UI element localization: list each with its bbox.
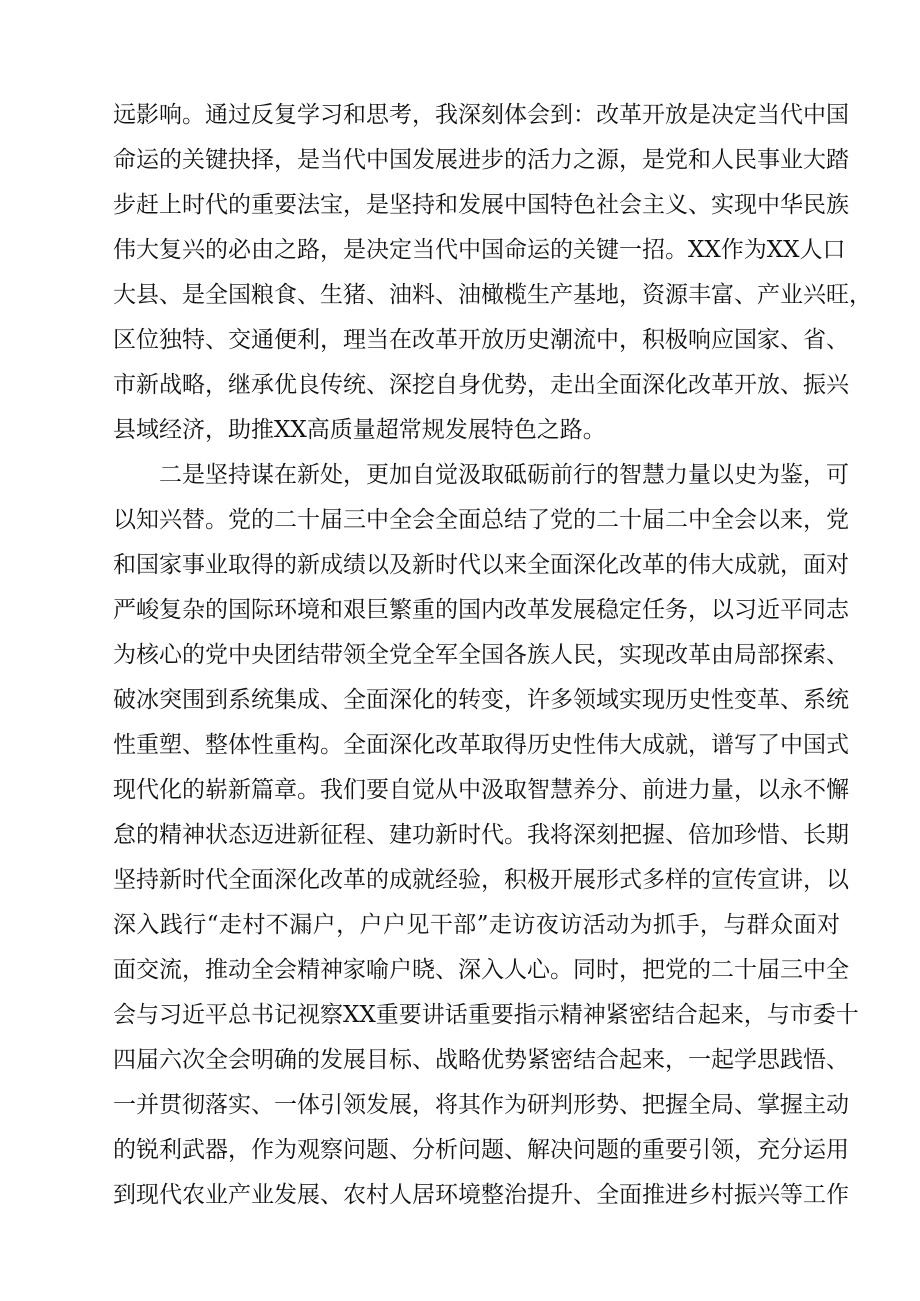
text-line-10: 以知兴替。党的二十届三中全会全面总结了党的二十届二中全会以来，党: [113, 507, 849, 533]
text-line-3: 步赶上时代的重要法宝，是坚持和发展中国特色社会主义、实现中华民族: [113, 192, 849, 218]
text-line-11: 和国家事业取得的新成绩以及新时代以来全面深化改革的伟大成就，面对: [113, 552, 849, 578]
text-line-12: 严峻复杂的国际环境和艰巨繁重的国内改革发展稳定任务，以习近平同志: [113, 597, 849, 623]
text-line-4: 伟大复兴的必由之路，是决定当代中国命运的关键一招。XX作为XX人口: [113, 237, 846, 263]
text-line-23: 一并贯彻落实、一体引领发展，将其作为研判形势、把握全局、掌握主动: [113, 1092, 849, 1118]
text-line-19: 深入践行“走村不漏户，户户见干部”走访夜访活动为抓手，与群众面对: [113, 912, 840, 938]
text-line-2: 命运的关键抉择，是当代中国发展进步的活力之源，是党和人民事业大踏: [113, 147, 849, 173]
text-line-21: 会与习近平总书记视察XX重要讲话重要指示精神紧密结合起来，与市委十: [113, 1002, 859, 1028]
text-line-15: 性重塑、整体性重构。全面深化改革取得历史性伟大成就，谱写了中国式: [113, 732, 849, 758]
text-line-1: 远影响。通过反复学习和思考，我深刻体会到：改革开放是决定当代中国: [113, 102, 849, 128]
text-line-20: 面交流，推动全会精神家喻户晓、深入人心。同时，把党的二十届三中全: [113, 957, 849, 983]
text-line-6: 区位独特、交通便利，理当在改革开放历史潮流中，积极响应国家、省、: [113, 327, 849, 353]
text-line-7: 市新战略，继承优良传统、深挖自身优势，走出全面深化改革开放、振兴: [113, 372, 849, 398]
text-line-5: 大县、是全国粮食、生猪、油料、油橄榄生产基地，资源丰富、产业兴旺，: [113, 282, 872, 308]
text-line-16: 现代化的崭新篇章。我们要自觉从中汲取智慧养分、前进力量，以永不懈: [113, 777, 849, 803]
text-line-17: 怠的精神状态迈进新征程、建功新时代。我将深刻把握、倍加珍惜、长期: [113, 822, 849, 848]
text-line-22: 四届六次全会明确的发展目标、战略优势紧密结合起来，一起学思践悟、: [113, 1047, 849, 1073]
text-line-18: 坚持新时代全面深化改革的成就经验，积极开展形式多样的宣传宣讲，以: [113, 867, 849, 893]
text-line-25: 到现代农业产业发展、农村人居环境整治提升、全面推进乡村振兴等工作: [113, 1182, 849, 1208]
text-line-13: 为核心的党中央团结带领全党全军全国各族人民，实现改革由局部探索、: [113, 642, 849, 668]
text-line-8: 县域经济，助推XX高质量超常规发展特色之路。: [113, 417, 606, 443]
paragraph-2-first-line: 二是坚持谋在新处，更加自觉汲取砥砺前行的智慧力量以史为鉴，可: [159, 462, 849, 488]
text-line-24: 的锐利武器，作为观察问题、分析问题、解决问题的重要引领，充分运用: [113, 1137, 849, 1163]
text-line-14: 破冰突围到系统集成、全面深化的转变，许多领域实现历史性变革、系统: [113, 687, 849, 713]
